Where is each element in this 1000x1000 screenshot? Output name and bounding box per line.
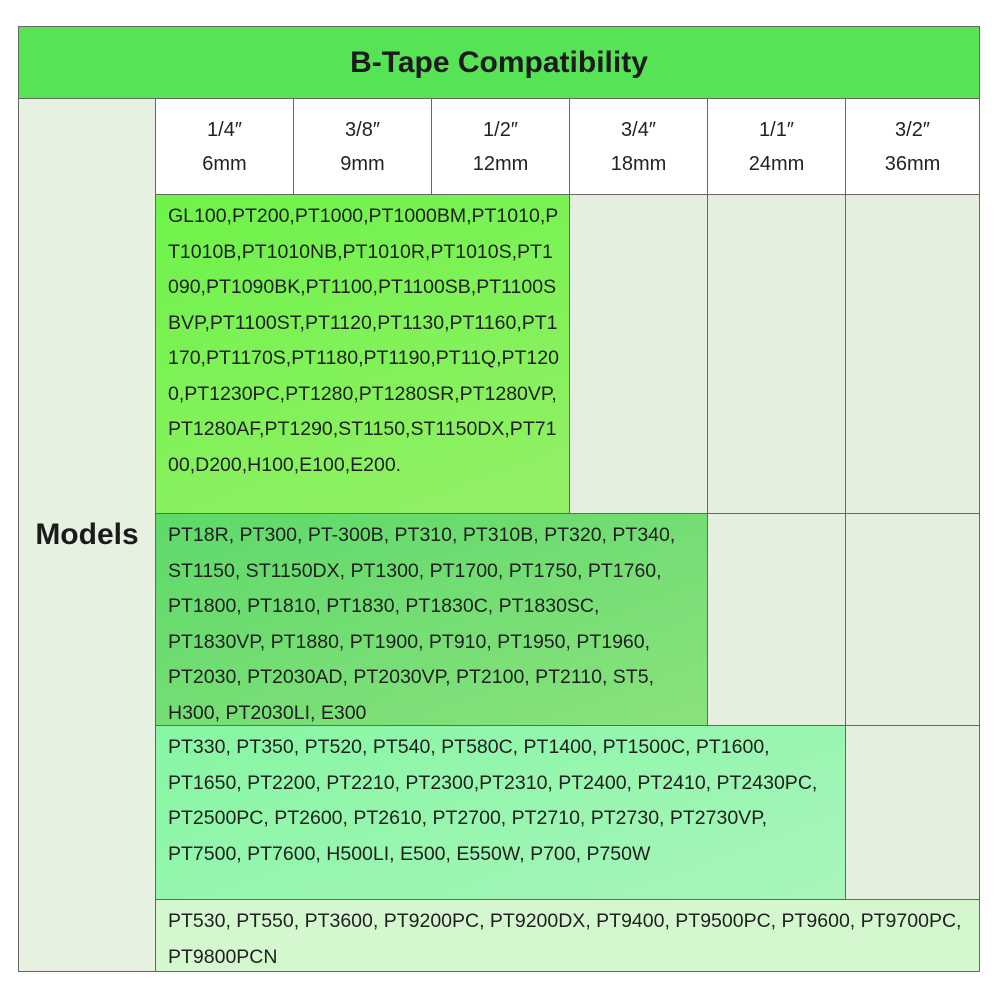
- size-inch: 3/4″: [621, 118, 656, 141]
- size-mm: 24mm: [748, 152, 805, 175]
- size-header-6mm: [156, 99, 294, 195]
- model-group-24mm: PT330, PT350, PT520, PT540, PT580C, PT1400, PT1500C, PT1600, PT1650, PT2200, PT2210, PT2300,PT2310, PT2400, PT2410, PT2430PC, PT2500PC, PT2600, PT2610, PT2700, PT2710, PT2730, PT2730VP, PT7500, PT7600, H500LI, E500, E550W, P700, P750W: [156, 726, 846, 900]
- size-inch: 3/8″: [345, 118, 380, 141]
- size-header-12mm: [432, 99, 570, 195]
- size-mm: 12mm: [472, 152, 529, 175]
- empty-cell: [846, 514, 979, 726]
- size-mm: 36mm: [884, 152, 941, 175]
- model-group-36mm: PT530, PT550, PT3600, PT9200PC, PT9200DX, PT9400, PT9500PC, PT9600, PT9700PC, PT9800PCN: [156, 900, 979, 971]
- empty-cell: [570, 195, 708, 514]
- size-inch: 1/2″: [483, 118, 518, 141]
- table-title: B-Tape Compatibility: [19, 27, 979, 99]
- empty-cell: [708, 195, 846, 514]
- size-mm: 6mm: [202, 152, 247, 175]
- models-row-header: Models: [19, 99, 156, 971]
- size-header-24mm: [708, 99, 846, 195]
- size-mm: 18mm: [610, 152, 667, 175]
- empty-cell: [846, 726, 979, 900]
- size-header-18mm: [570, 99, 708, 195]
- size-inch: 1/4″: [207, 118, 242, 141]
- size-inch: 3/2″: [895, 118, 930, 141]
- size-header-36mm: [846, 99, 979, 195]
- empty-cell: [708, 514, 846, 726]
- size-inch: 1/1″: [759, 118, 794, 141]
- model-group-12mm: GL100,PT200,PT1000,PT1000BM,PT1010,PT1010B,PT1010NB,PT1010R,PT1010S,PT1090,PT1090BK,PT1100,PT1100SB,PT1100SBVP,PT1100ST,PT1120,PT1130,PT1160,PT1170,PT1170S,PT1180,PT1190,PT11Q,PT1200,PT1230PC,PT1280,PT1280SR,PT1280VP,PT1280AF,PT1290,ST1150,ST1150DX,PT7100,D200,H100,E100,E200.: [156, 195, 570, 514]
- model-group-18mm: PT18R, PT300, PT-300B, PT310, PT310B, PT320, PT340, ST1150, ST1150DX, PT1300, PT1700, PT1750, PT1760, PT1800, PT1810, PT1830, PT1830C, PT1830SC, PT1830VP, PT1880, PT1900, PT910, PT1950, PT1960, PT2030, PT2030AD, PT2030VP, PT2100, PT2110, ST5, H300, PT2030LI, E300: [156, 514, 708, 726]
- size-mm: 9mm: [340, 152, 385, 175]
- empty-cell: [846, 195, 979, 514]
- size-header-9mm: [294, 99, 432, 195]
- compatibility-table: [18, 26, 980, 972]
